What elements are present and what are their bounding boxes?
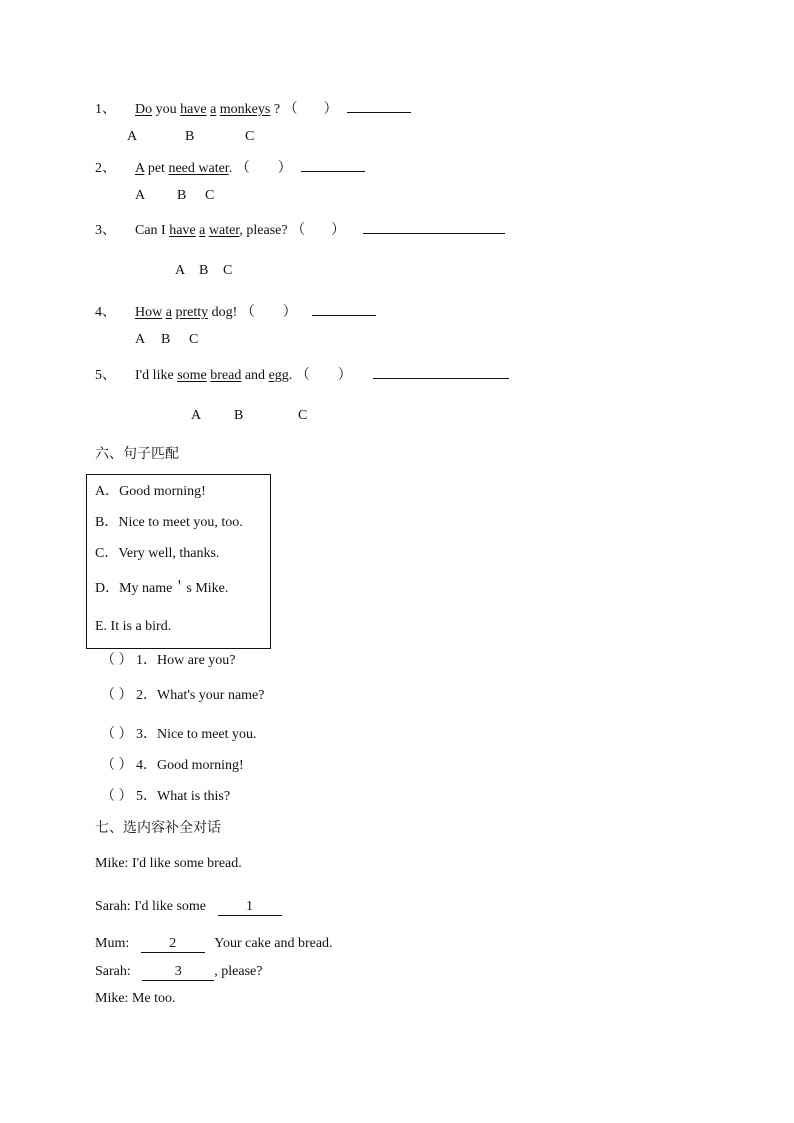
question-part: have <box>180 102 207 117</box>
question-part: pretty <box>175 305 209 320</box>
option-c: C．Very well, thanks. <box>95 546 220 561</box>
question-part: you <box>152 102 181 117</box>
line-text: I'd like some bread. <box>131 856 242 871</box>
question-part: Do <box>135 102 153 117</box>
question-3 <box>95 219 505 240</box>
question-part: and <box>241 368 269 383</box>
match-item-5 <box>101 788 230 806</box>
answer-blank[interactable] <box>347 98 411 113</box>
option-d: D．My name＇s Mike. <box>95 581 229 596</box>
choice-a: A <box>191 408 202 423</box>
line-text: Me too. <box>131 991 176 1006</box>
answer-paren[interactable]: （ ） <box>101 758 133 773</box>
answer-paren-open: （ <box>240 305 255 320</box>
question-part: some <box>177 368 207 383</box>
dialogue-line-1 <box>95 855 242 873</box>
answer-paren[interactable]: （ ） <box>101 727 133 742</box>
match-item-3 <box>101 726 257 744</box>
question-part: a <box>210 102 217 117</box>
option-e: E. It is a bird. <box>95 619 172 634</box>
answer-paren-open: （ <box>291 223 306 238</box>
question-part: a <box>199 223 206 238</box>
choice-c: C <box>245 129 255 144</box>
question-number: 5、 <box>95 368 116 383</box>
question-part: dog! <box>208 305 238 320</box>
choice-c: C <box>189 332 199 347</box>
question-part: water <box>208 223 240 238</box>
dialogue-line-4 <box>95 963 262 981</box>
blank-1[interactable]: 1 <box>218 899 282 916</box>
speaker: Mum: <box>95 936 130 951</box>
line-text: Your cake and bread. <box>214 936 333 951</box>
section-6-title: 六、句子匹配 <box>95 446 179 462</box>
answer-paren-close: ） <box>323 102 338 117</box>
question-part: have <box>169 223 196 238</box>
answer-paren[interactable]: （ ） <box>101 789 133 804</box>
option-b: B．Nice to meet you, too. <box>95 515 243 530</box>
question-2 <box>95 157 365 178</box>
match-item-4 <box>101 757 244 775</box>
question-number: 3、 <box>95 223 116 238</box>
choice-a: A <box>127 129 138 144</box>
speaker: Mike: <box>95 991 129 1006</box>
dialogue-line-3 <box>95 935 333 953</box>
dialogue-line-5 <box>95 990 176 1008</box>
choice-c: C <box>223 263 233 278</box>
answer-paren-close: ） <box>331 223 346 238</box>
dialogue-line-2 <box>95 898 282 916</box>
question-part: Can I <box>135 223 170 238</box>
match-item-text: 5．What is this? <box>136 789 231 804</box>
question-part: How <box>135 305 163 320</box>
answer-paren[interactable]: （ ） <box>101 688 133 703</box>
option-a: A．Good morning! <box>95 484 206 499</box>
answer-paren[interactable]: （ ） <box>101 653 133 668</box>
question-part: I'd like <box>135 368 178 383</box>
match-item-text: 2．What's your name? <box>136 688 265 703</box>
answer-paren-open: （ <box>235 161 250 176</box>
choice-a: A <box>175 263 186 278</box>
section-7-title: 七、选内容补全对话 <box>95 820 221 836</box>
question-part: ? <box>270 102 281 117</box>
choice-b: B <box>199 263 209 278</box>
choice-c: C <box>298 408 308 423</box>
question-part: . <box>228 161 233 176</box>
choice-c: C <box>205 188 215 203</box>
speaker: Mike: <box>95 856 129 871</box>
match-item-text: 4．Good morning! <box>136 758 244 773</box>
question-part: pet <box>144 161 169 176</box>
question-1 <box>95 98 411 119</box>
choice-a: A <box>135 188 146 203</box>
answer-paren-open: （ <box>295 368 310 383</box>
answer-blank[interactable] <box>301 157 365 172</box>
answer-paren-close: ） <box>282 305 297 320</box>
question-4 <box>95 301 376 322</box>
choice-b: B <box>234 408 244 423</box>
choice-b: B <box>161 332 171 347</box>
answer-blank[interactable] <box>363 219 505 234</box>
question-5 <box>95 364 509 385</box>
answer-paren-close: ） <box>337 368 352 383</box>
match-item-2 <box>101 687 264 705</box>
question-number: 2、 <box>95 161 116 176</box>
choice-b: B <box>185 129 195 144</box>
answer-blank[interactable] <box>312 301 376 316</box>
question-part: a <box>165 305 172 320</box>
choice-a: A <box>135 332 146 347</box>
answer-paren-close: ） <box>277 161 292 176</box>
answer-blank[interactable] <box>373 364 509 379</box>
line-text: I'd like some <box>134 899 206 914</box>
question-part: , please? <box>239 223 288 238</box>
choice-b: B <box>177 188 187 203</box>
line-text: , please? <box>214 964 263 979</box>
match-item-text: 1．How are you? <box>136 653 236 668</box>
question-part: . <box>288 368 293 383</box>
question-part: monkeys <box>219 102 271 117</box>
question-part: A <box>135 161 145 176</box>
question-part: bread <box>210 368 242 383</box>
answer-paren-open: （ <box>283 102 298 117</box>
match-item-text: 3．Nice to meet you. <box>136 727 257 742</box>
speaker: Sarah: <box>95 899 131 914</box>
question-number: 4、 <box>95 305 116 320</box>
question-part: need water <box>168 161 229 176</box>
question-part: egg <box>268 368 289 383</box>
speaker: Sarah: <box>95 964 131 979</box>
question-number: 1、 <box>95 102 116 117</box>
blank-3[interactable]: 3 <box>142 964 214 981</box>
match-item-1 <box>101 652 236 670</box>
blank-2[interactable]: 2 <box>141 936 205 953</box>
